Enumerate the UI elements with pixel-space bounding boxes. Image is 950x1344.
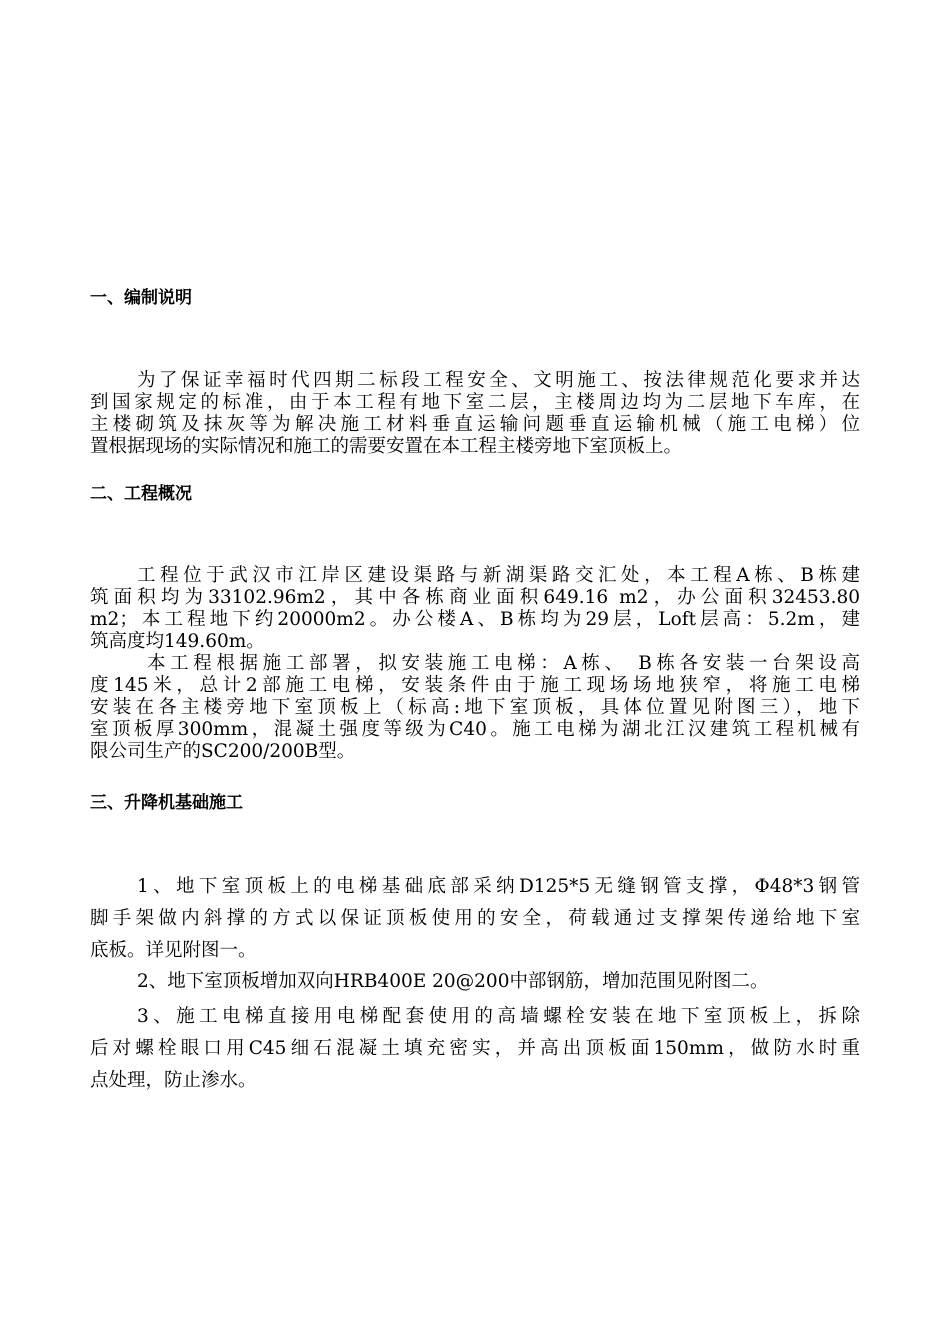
text-line: 点处理，防止渗水。	[90, 1070, 257, 1091]
text-line: 到国家规定的标准，由于本工程有地下室二层，主楼周边均为二层地下车库，在	[90, 392, 860, 413]
text-line: 置根据现场的实际情况和施工的需要安置在本工程主楼旁地下室顶板上。	[90, 436, 683, 457]
text-line: 筑面积均为33102.96m2，其中各栋商业面积649.16 m2，办公面积32453.80	[90, 587, 860, 608]
text-line: 安装在各主楼旁地下室顶板上（标高:地下室顶板，具体位置见附图三），地下	[90, 697, 860, 718]
text-line: 室顶板厚300mm，混凝土强度等级为C40。施工电梯为湖北江汉建筑工程机械有	[90, 719, 860, 740]
section-3-item-1	[90, 871, 860, 967]
section-3-item-3	[90, 1001, 860, 1097]
text-line: 筑高度均149.60m。	[90, 631, 265, 652]
text-line: 度145米，总计2部施工电梯，安装条件由于施工现场场地狭窄，将施工电梯	[90, 675, 860, 696]
text-line: 2、地下室顶板增加双向HRB400E 20@200中部钢筋，增加范围见附图二。	[137, 971, 769, 992]
section-1-paragraph-1	[90, 370, 860, 458]
text-line: 本工程根据施工部署，拟安装施工电梯：A栋、 B栋各安装一台架设高	[147, 653, 860, 674]
section-heading-2: 二、工程概况	[90, 484, 192, 504]
text-line: 限公司生产的SC200/200B型。	[90, 741, 356, 762]
section-heading-3: 三、升降机基础施工	[90, 793, 243, 813]
section-2-paragraph-1	[90, 565, 860, 653]
text-line: 1、地下室顶板上的电梯基础底部采纳D125*5无缝钢管支撑，Φ48*3钢管	[137, 876, 860, 897]
text-line: 脚手架做内斜撑的方式以保证顶板使用的安全，荷载通过支撑架传递给地下室	[90, 908, 860, 929]
section-heading-1: 一、编制说明	[90, 288, 192, 308]
text-line: 工程位于武汉市江岸区建设渠路与新湖渠路交汇处，本工程A栋、B栋建	[137, 565, 860, 586]
text-line: 底板。详见附图一。	[90, 940, 257, 961]
section-2-paragraph-2	[90, 653, 860, 763]
section-3-item-2	[90, 966, 860, 998]
text-line: m2；本工程地下约20000m2。办公楼A、B栋均为29层，Loft层高：5.2m，建	[90, 609, 860, 630]
text-line: 为了保证幸福时代四期二标段工程安全、文明施工、按法律规范化要求并达	[137, 370, 860, 391]
text-line: 主楼砌筑及抹灰等为解决施工材料垂直运输问题垂直运输机械（施工电梯）位	[90, 414, 860, 435]
text-line: 3、施工电梯直接用电梯配套使用的高墙螺栓安装在地下室顶板上，拆除	[137, 1006, 860, 1027]
text-line: 后对螺栓眼口用C45细石混凝土填充密实，并高出顶板面150mm，做防水时重	[90, 1038, 860, 1059]
